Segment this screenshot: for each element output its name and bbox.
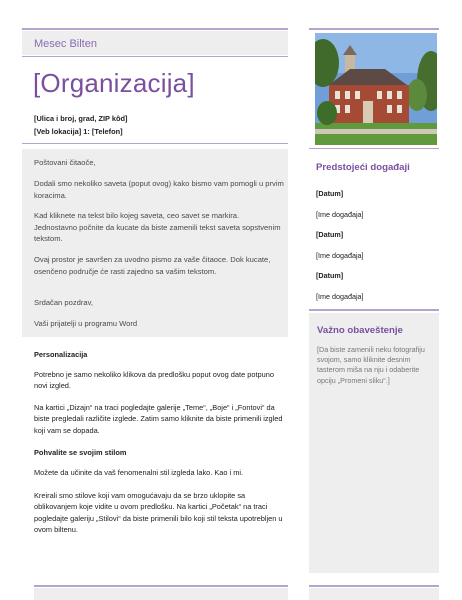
school-building-icon (315, 33, 437, 145)
event-date[interactable]: [Datum] (316, 189, 344, 198)
photo-bottom-rule (309, 148, 439, 149)
letter-greeting: Poštovani čitaoče, (34, 158, 96, 167)
bottom-right-band (309, 588, 439, 600)
bottom-right-rule (309, 585, 439, 587)
top-rule (22, 28, 288, 30)
photo-top-rule (309, 28, 439, 30)
event-date[interactable]: [Datum] (316, 230, 344, 239)
school-photo[interactable] (315, 33, 437, 145)
bottom-left-rule (34, 585, 288, 587)
event-name[interactable]: [Ime događaja] (316, 292, 364, 301)
article-paragraph-2[interactable]: Na kartici „Dizajn“ na traci pogledajte galerije „Teme“, „Boje“ i „Fontovi“ da biste pregledali različite izglede. Zatim samo kliknite da biste primenili izgled koji vam se dopada. (34, 403, 283, 435)
header-bottom-rule (22, 143, 288, 144)
notice-title: Važno obaveštenje (317, 325, 403, 336)
event-name[interactable]: [Ime događaja] (316, 251, 364, 260)
organization-title[interactable]: [Organizacija] (33, 68, 195, 98)
notice-body: [Da biste zamenili neku fotografiju svojom, samo kliknite desnim tasterom miša na nju i odaberite opciju „Promeni sliku“.] (317, 345, 425, 385)
article-heading-style[interactable]: Pohvalite se svojim stilom (34, 448, 127, 457)
web-phone-line[interactable]: [Veb lokacija] 1: [Telefon] (34, 127, 123, 136)
article-heading-personalization[interactable]: Personalizacija (34, 350, 88, 359)
events-title[interactable]: Predstojeći događaji (316, 162, 410, 173)
letter-closing: Srdačan pozdrav, (34, 298, 93, 307)
letter-paragraph-2: Kad kliknete na tekst bilo kojeg saveta, ceo savet se markira. Jednostavno počnite da kucate da biste zamenili tekst saveta sopstvenim tekstom. (34, 211, 281, 244)
event-date[interactable]: [Datum] (316, 271, 344, 280)
event-name[interactable]: [Ime događaja] (316, 210, 364, 219)
month-label[interactable]: Mesec Bilten (34, 38, 97, 50)
article-paragraph-1[interactable]: Potrebno je samo nekoliko klikova da predlošku poput ovog date potpuno novi izgled. (34, 370, 274, 391)
notice-top-rule (309, 309, 439, 311)
bottom-left-band (34, 588, 288, 600)
intro-letter-box[interactable] (22, 149, 288, 337)
letter-signature: Vaši prijatelji u programu Word (34, 319, 138, 328)
month-rule (22, 56, 288, 57)
notice-box[interactable] (309, 313, 439, 573)
address-line[interactable]: [Ulica i broj, grad, ZIP kôd] (34, 114, 128, 123)
article-paragraph-4[interactable]: Kreirali smo stilove koji vam omogućavaju da se brzo uklopite sa oblikovanjem koje vidite u ovom predlošku. Na kartici „Početak“ na traci pogledajte galeriju „Stilovi“ da biste primenili bilo koji stil teksta upotrebljen u ovom biltenu. (34, 491, 283, 535)
letter-paragraph-1: Dodali smo nekoliko saveta (poput ovog) kako bismo vam pomogli u prvim koracima. (34, 179, 284, 200)
article-paragraph-3[interactable]: Možete da učinite da vaš fenomenalni stil izgleda lako. Kao i mi. (34, 468, 244, 477)
letter-paragraph-3: Ovaj prostor je savršen za uvodno pismo za vaše čitaoce. Dok kucate, osenčeno područje će rasti zajedno sa vašim tekstom. (34, 255, 271, 276)
